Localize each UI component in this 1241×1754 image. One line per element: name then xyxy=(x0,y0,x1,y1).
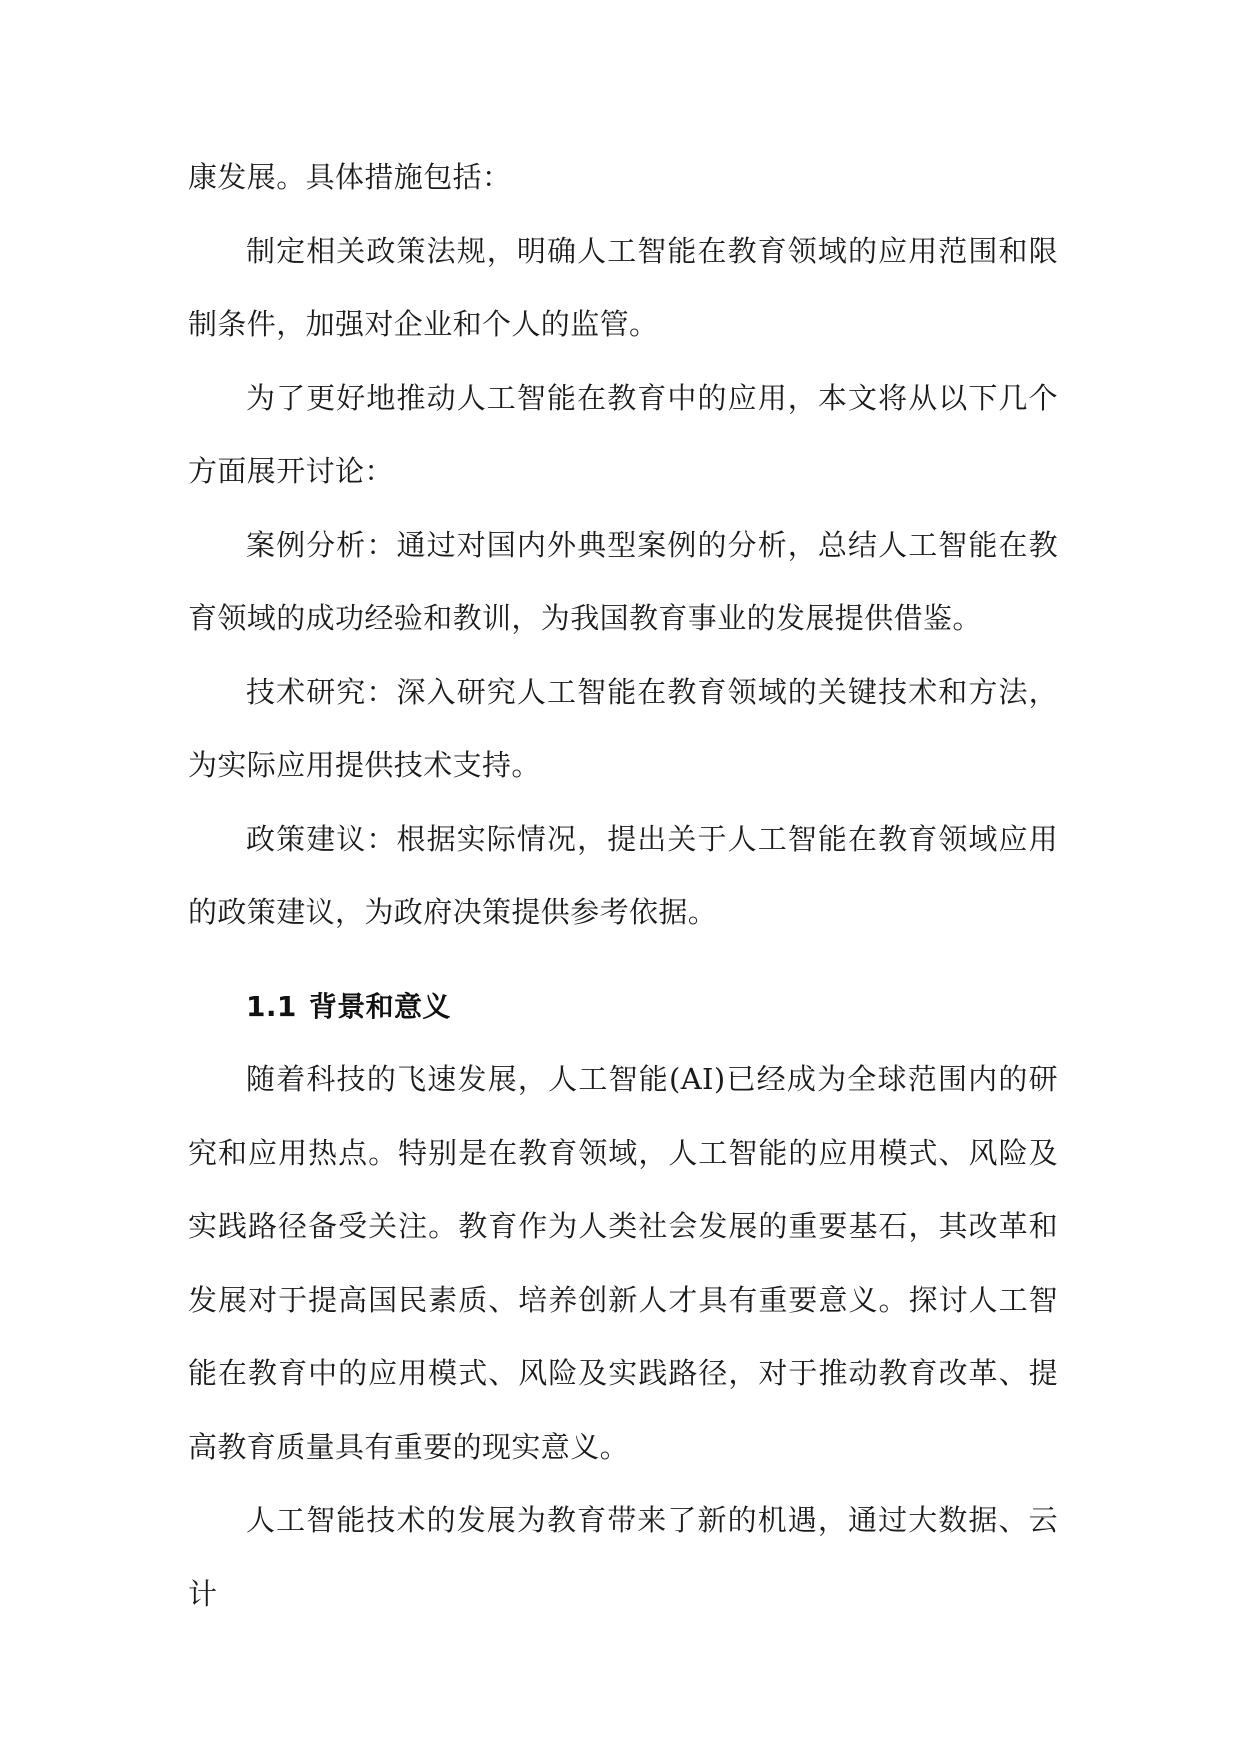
paragraph-case-analysis: 案例分析：通过对国内外典型案例的分析，总结人工智能在教育领域的成功经验和教训，为我国教育事业的发展提供借鉴。 xyxy=(188,527,1058,635)
paragraph-discussion-intro: 为了更好地推动人工智能在教育中的应用，本文将从以下几个方面展开讨论： xyxy=(188,380,1058,488)
section-number: 1.1 xyxy=(246,989,297,1023)
paragraph-technical-research: 技术研究：深入研究人工智能在教育领域的关键技术和方法，为实际应用提供技术支持。 xyxy=(188,674,1058,782)
section-title: 背景和意义 xyxy=(308,989,451,1023)
paragraph-opportunity: 人工智能技术的发展为教育带来了新的机遇，通过大数据、云计 xyxy=(188,1503,1058,1611)
paragraph-policy-suggestion: 政策建议：根据实际情况，提出关于人工智能在教育领域应用的政策建议，为政府决策提供参考依据。 xyxy=(188,821,1058,929)
document-body xyxy=(188,141,1058,1631)
section-heading xyxy=(188,970,1058,1044)
paragraph-continuation: 康发展。具体措施包括： xyxy=(188,160,512,194)
paragraph-policy-regulation: 制定相关政策法规，明确人工智能在教育领域的应用范围和限制条件，加强对企业和个人的监管。 xyxy=(188,233,1058,341)
paragraph-background: 随着科技的飞速发展，人工智能(AI)已经成为全球范围内的研究和应用热点。特别是在教育领域，人工智能的应用模式、风险及实践路径备受关注。教育作为人类社会发展的重要基石，其改革和发展对于提高国民素质、培养创新人才具有重要意义。探讨人工智能在教育中的应用模式、风险及实践路径，对于推动教育改革、提高教育质量具有重要的现实意义。 xyxy=(188,1062,1058,1464)
